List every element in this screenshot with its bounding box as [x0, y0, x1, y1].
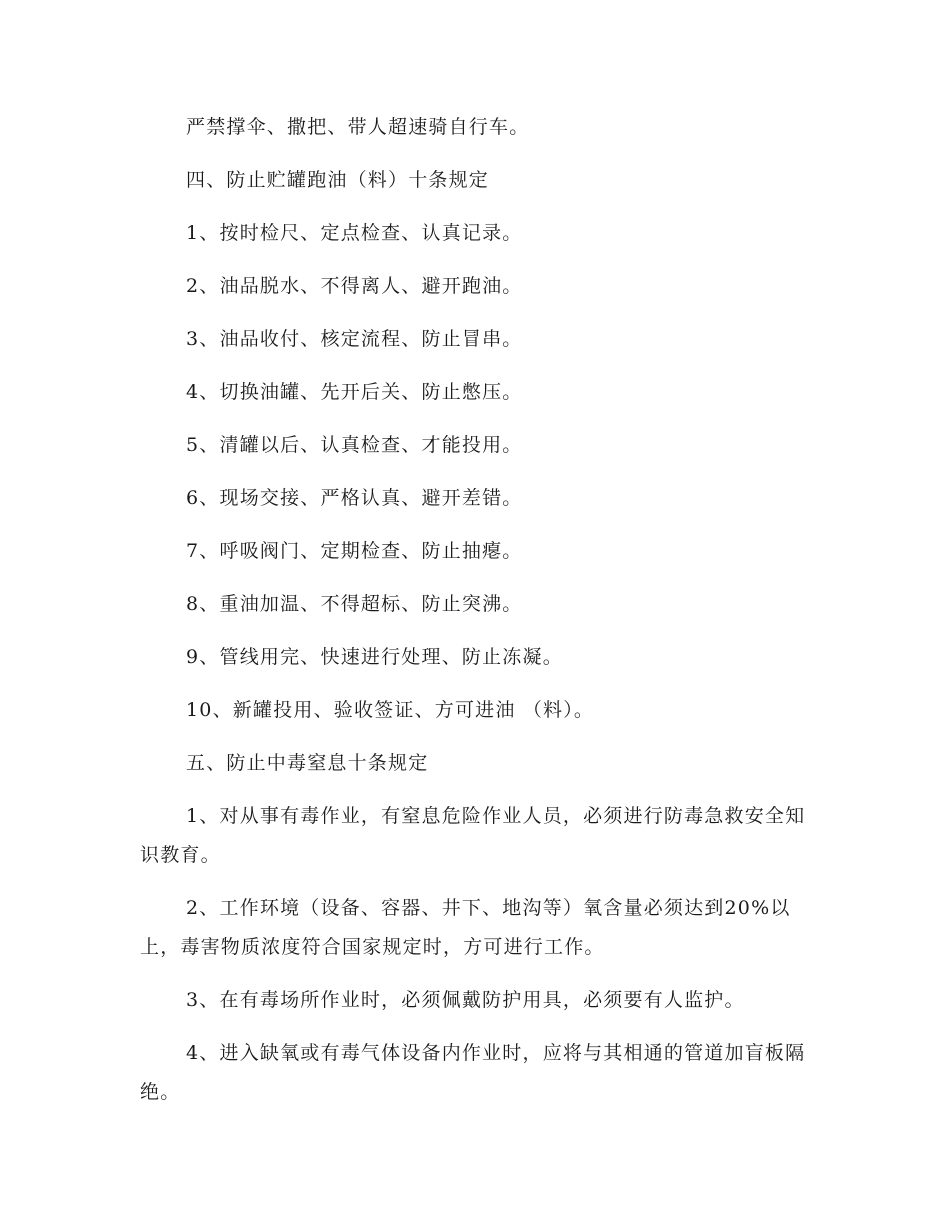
- list-item: 6、现场交接、严格认真、避开差错。: [186, 487, 523, 509]
- list-item: 3、油品收付、核定流程、防止冒串。: [186, 328, 523, 350]
- section-heading: 五、防止中毒窒息十条规定: [186, 752, 429, 774]
- list-item: [140, 1034, 806, 1112]
- list-item: 4、切换油罐、先开后关、防止憋压。: [186, 381, 523, 403]
- list-item: 5、清罐以后、认真检查、才能投用。: [186, 434, 523, 456]
- list-item: 2、油品脱水、不得离人、避开跑油。: [186, 275, 523, 297]
- list-item-text: 4、进入缺氧或有毒气体设备内作业时，应将与其相通的管道加盲板隔绝。: [140, 1042, 806, 1103]
- list-item: 9、管线用完、快速进行处理、防止冻凝。: [186, 646, 563, 668]
- document-body: [140, 108, 806, 1126]
- list-item-text: 1、对从事有毒作业，有窒息危险作业人员，必须进行防毒急救安全知识教育。: [140, 805, 806, 866]
- section-heading: 四、防止贮罐跑油（料）十条规定: [186, 169, 490, 191]
- list-item: 1、按时检尺、定点检查、认真记录。: [186, 222, 523, 244]
- paragraph: 严禁撑伞、撒把、带人超速骑自行车。: [186, 116, 530, 138]
- list-item: 8、重油加温、不得超标、防止突沸。: [186, 593, 523, 615]
- list-item: 7、呼吸阀门、定期检查、防止抽瘪。: [186, 540, 523, 562]
- list-item: [140, 889, 806, 967]
- list-item-text: 2、工作环境（设备、容器、井下、地沟等）氧含量必须达到20%以上，毒害物质浓度符合国家规定时，方可进行工作。: [140, 897, 791, 958]
- list-item: [140, 797, 806, 875]
- list-item: 3、在有毒场所作业时，必须佩戴防护用具，必须要有人监护。: [186, 989, 745, 1011]
- list-item: 10、新罐投用、验收签证、方可进油 （料）。: [186, 699, 595, 721]
